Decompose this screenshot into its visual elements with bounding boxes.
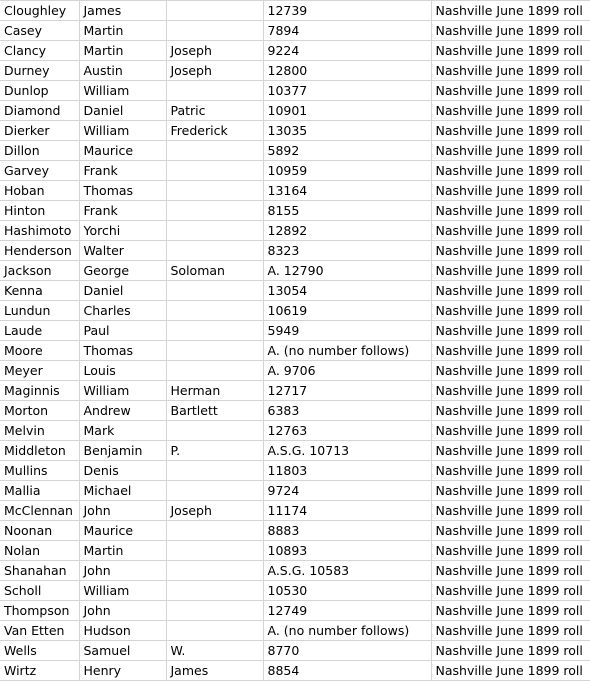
cell-source[interactable]: Nashville June 1899 roll [431, 121, 590, 141]
cell-first-name[interactable]: Maurice [79, 141, 166, 161]
cell-last-name[interactable]: Cloughley [0, 1, 79, 21]
cell-first-name[interactable]: Michael [79, 481, 166, 501]
cell-first-name[interactable]: Daniel [79, 101, 166, 121]
cell-last-name[interactable]: Hinton [0, 201, 79, 221]
cell-first-name[interactable]: John [79, 561, 166, 581]
table-row [0, 201, 590, 221]
cell-source[interactable]: Nashville June 1899 roll [431, 541, 590, 561]
cell-number[interactable]: 8155 [263, 201, 431, 221]
table-row [0, 141, 590, 161]
cell-middle-name[interactable] [166, 21, 263, 41]
cell-last-name[interactable]: Mullins [0, 461, 79, 481]
cell-first-name[interactable]: Martin [79, 541, 166, 561]
table-row [0, 221, 590, 241]
cell-source[interactable]: Nashville June 1899 roll [431, 321, 590, 341]
cell-number[interactable]: 10530 [263, 581, 431, 601]
cell-number[interactable]: 5949 [263, 321, 431, 341]
cell-last-name[interactable]: Melvin [0, 421, 79, 441]
cell-source[interactable]: Nashville June 1899 roll [431, 1, 590, 21]
table-row [0, 621, 590, 641]
cell-middle-name[interactable] [166, 581, 263, 601]
table-row [0, 81, 590, 101]
cell-first-name[interactable]: Austin [79, 61, 166, 81]
cell-middle-name[interactable] [166, 341, 263, 361]
cell-middle-name[interactable] [166, 1, 263, 21]
cell-last-name[interactable]: Noonan [0, 521, 79, 541]
cell-last-name[interactable]: McClennan [0, 501, 79, 521]
cell-number[interactable]: 11174 [263, 501, 431, 521]
cell-source[interactable]: Nashville June 1899 roll [431, 281, 590, 301]
cell-number[interactable]: 10893 [263, 541, 431, 561]
cell-last-name[interactable]: Wirtz [0, 661, 79, 681]
cell-number[interactable]: 8323 [263, 241, 431, 261]
table-row [0, 321, 590, 341]
cell-middle-name[interactable] [166, 201, 263, 221]
cell-source[interactable]: Nashville June 1899 roll [431, 441, 590, 461]
cell-source[interactable]: Nashville June 1899 roll [431, 581, 590, 601]
cell-middle-name[interactable]: W. [166, 641, 263, 661]
cell-last-name[interactable]: Laude [0, 321, 79, 341]
cell-last-name[interactable]: Durney [0, 61, 79, 81]
cell-number[interactable]: 8770 [263, 641, 431, 661]
cell-source[interactable]: Nashville June 1899 roll [431, 481, 590, 501]
cell-first-name[interactable]: Samuel [79, 641, 166, 661]
cell-middle-name[interactable]: James [166, 661, 263, 681]
table-row [0, 101, 590, 121]
cell-last-name[interactable]: Kenna [0, 281, 79, 301]
cell-number[interactable]: 11803 [263, 461, 431, 481]
table-row [0, 481, 590, 501]
cell-source[interactable]: Nashville June 1899 roll [431, 341, 590, 361]
cell-source[interactable]: Nashville June 1899 roll [431, 201, 590, 221]
cell-first-name[interactable]: Martin [79, 41, 166, 61]
cell-first-name[interactable]: Thomas [79, 181, 166, 201]
cell-first-name[interactable]: Benjamin [79, 441, 166, 461]
cell-first-name[interactable]: Denis [79, 461, 166, 481]
cell-last-name[interactable]: Garvey [0, 161, 79, 181]
cell-middle-name[interactable] [166, 561, 263, 581]
cell-source[interactable]: Nashville June 1899 roll [431, 181, 590, 201]
cell-source[interactable]: Nashville June 1899 roll [431, 61, 590, 81]
cell-number[interactable]: A. 9706 [263, 361, 431, 381]
table-row [0, 421, 590, 441]
cell-middle-name[interactable] [166, 181, 263, 201]
table-row [0, 521, 590, 541]
cell-source[interactable]: Nashville June 1899 roll [431, 601, 590, 621]
cell-first-name[interactable]: Henry [79, 661, 166, 681]
cell-first-name[interactable]: Walter [79, 241, 166, 261]
table-row [0, 261, 590, 281]
cell-last-name[interactable]: Dunlop [0, 81, 79, 101]
cell-source[interactable]: Nashville June 1899 roll [431, 301, 590, 321]
cell-first-name[interactable]: Hudson [79, 621, 166, 641]
cell-first-name[interactable]: John [79, 501, 166, 521]
cell-last-name[interactable]: Van Etten [0, 621, 79, 641]
cell-source[interactable]: Nashville June 1899 roll [431, 81, 590, 101]
cell-middle-name[interactable]: P. [166, 441, 263, 461]
cell-last-name[interactable]: Lundun [0, 301, 79, 321]
cell-first-name[interactable]: Maurice [79, 521, 166, 541]
cell-first-name[interactable]: William [79, 381, 166, 401]
cell-middle-name[interactable] [166, 161, 263, 181]
table-row [0, 121, 590, 141]
table-row [0, 641, 590, 661]
cell-middle-name[interactable]: Patric [166, 101, 263, 121]
table-row [0, 21, 590, 41]
cell-source[interactable]: Nashville June 1899 roll [431, 661, 590, 681]
cell-middle-name[interactable] [166, 421, 263, 441]
cell-number[interactable]: 13054 [263, 281, 431, 301]
cell-source[interactable]: Nashville June 1899 roll [431, 221, 590, 241]
cell-number[interactable]: 9224 [263, 41, 431, 61]
cell-number[interactable]: A. (no number follows) [263, 621, 431, 641]
cell-number[interactable]: 9724 [263, 481, 431, 501]
cell-middle-name[interactable] [166, 621, 263, 641]
cell-last-name[interactable]: Diamond [0, 101, 79, 121]
cell-number[interactable]: 12749 [263, 601, 431, 621]
cell-number[interactable]: A. 12790 [263, 261, 431, 281]
cell-source[interactable]: Nashville June 1899 roll [431, 141, 590, 161]
cell-number[interactable]: 10901 [263, 101, 431, 121]
cell-first-name[interactable]: Thomas [79, 341, 166, 361]
cell-last-name[interactable]: Thompson [0, 601, 79, 621]
table-row [0, 41, 590, 61]
table-row [0, 501, 590, 521]
cell-number[interactable]: 13035 [263, 121, 431, 141]
cell-number[interactable]: 8854 [263, 661, 431, 681]
cell-first-name[interactable]: Paul [79, 321, 166, 341]
table-row [0, 461, 590, 481]
cell-first-name[interactable]: William [79, 581, 166, 601]
table-row [0, 661, 590, 681]
cell-source[interactable]: Nashville June 1899 roll [431, 361, 590, 381]
cell-middle-name[interactable] [166, 541, 263, 561]
cell-source[interactable]: Nashville June 1899 roll [431, 561, 590, 581]
table-row [0, 581, 590, 601]
cell-last-name[interactable]: Dillon [0, 141, 79, 161]
cell-first-name[interactable]: Mark [79, 421, 166, 441]
cell-first-name[interactable]: Louis [79, 361, 166, 381]
cell-first-name[interactable]: Yorchi [79, 221, 166, 241]
table-row [0, 281, 590, 301]
cell-last-name[interactable]: Dierker [0, 121, 79, 141]
cell-last-name[interactable]: Hoban [0, 181, 79, 201]
cell-source[interactable]: Nashville June 1899 roll [431, 261, 590, 281]
cell-middle-name[interactable] [166, 281, 263, 301]
cell-source[interactable]: Nashville June 1899 roll [431, 41, 590, 61]
cell-number[interactable]: 12717 [263, 381, 431, 401]
cell-middle-name[interactable] [166, 321, 263, 341]
table-row [0, 181, 590, 201]
cell-first-name[interactable]: Andrew [79, 401, 166, 421]
cell-number[interactable]: 10959 [263, 161, 431, 181]
table-row [0, 61, 590, 81]
cell-number[interactable]: 12739 [263, 1, 431, 21]
cell-last-name[interactable]: Middleton [0, 441, 79, 461]
table-row [0, 1, 590, 21]
cell-middle-name[interactable]: Herman [166, 381, 263, 401]
cell-first-name[interactable]: Martin [79, 21, 166, 41]
table-row [0, 401, 590, 421]
cell-number[interactable]: 12763 [263, 421, 431, 441]
cell-source[interactable]: Nashville June 1899 roll [431, 461, 590, 481]
cell-source[interactable]: Nashville June 1899 roll [431, 521, 590, 541]
table-row [0, 301, 590, 321]
table-row [0, 341, 590, 361]
cell-last-name[interactable]: Hashimoto [0, 221, 79, 241]
cell-middle-name[interactable] [166, 221, 263, 241]
cell-number[interactable]: 6383 [263, 401, 431, 421]
cell-last-name[interactable]: Wells [0, 641, 79, 661]
cell-source[interactable]: Nashville June 1899 roll [431, 641, 590, 661]
cell-last-name[interactable]: Morton [0, 401, 79, 421]
cell-last-name[interactable]: Henderson [0, 241, 79, 261]
cell-last-name[interactable]: Nolan [0, 541, 79, 561]
cell-number[interactable]: 8883 [263, 521, 431, 541]
table-row [0, 541, 590, 561]
cell-middle-name[interactable] [166, 601, 263, 621]
cell-last-name[interactable]: Moore [0, 341, 79, 361]
cell-source[interactable]: Nashville June 1899 roll [431, 161, 590, 181]
table-row [0, 241, 590, 261]
cell-last-name[interactable]: Mallia [0, 481, 79, 501]
cell-source[interactable]: Nashville June 1899 roll [431, 241, 590, 261]
cell-middle-name[interactable]: Joseph [166, 61, 263, 81]
cell-first-name[interactable]: Frank [79, 161, 166, 181]
cell-last-name[interactable]: Meyer [0, 361, 79, 381]
cell-middle-name[interactable]: Joseph [166, 41, 263, 61]
cell-middle-name[interactable] [166, 81, 263, 101]
cell-middle-name[interactable]: Joseph [166, 501, 263, 521]
cell-middle-name[interactable] [166, 521, 263, 541]
cell-source[interactable]: Nashville June 1899 roll [431, 21, 590, 41]
cell-middle-name[interactable]: Bartlett [166, 401, 263, 421]
cell-first-name[interactable]: Frank [79, 201, 166, 221]
cell-middle-name[interactable] [166, 481, 263, 501]
cell-number[interactable]: A.S.G. 10713 [263, 441, 431, 461]
cell-number[interactable]: 10619 [263, 301, 431, 321]
cell-source[interactable]: Nashville June 1899 roll [431, 401, 590, 421]
table-row [0, 361, 590, 381]
cell-first-name[interactable]: Charles [79, 301, 166, 321]
cell-last-name[interactable]: Clancy [0, 41, 79, 61]
cell-number[interactable]: 12800 [263, 61, 431, 81]
cell-last-name[interactable]: Shanahan [0, 561, 79, 581]
cell-middle-name[interactable] [166, 361, 263, 381]
cell-number[interactable]: A. (no number follows) [263, 341, 431, 361]
table-body [0, 1, 590, 681]
table-row [0, 561, 590, 581]
cell-middle-name[interactable] [166, 241, 263, 261]
cell-source[interactable]: Nashville June 1899 roll [431, 101, 590, 121]
cell-number[interactable]: 13164 [263, 181, 431, 201]
cell-first-name[interactable]: James [79, 1, 166, 21]
cell-middle-name[interactable] [166, 301, 263, 321]
cell-source[interactable]: Nashville June 1899 roll [431, 381, 590, 401]
cell-first-name[interactable]: William [79, 121, 166, 141]
cell-last-name[interactable]: Casey [0, 21, 79, 41]
table-row [0, 161, 590, 181]
cell-first-name[interactable]: George [79, 261, 166, 281]
cell-first-name[interactable]: William [79, 81, 166, 101]
cell-number[interactable]: A.S.G. 10583 [263, 561, 431, 581]
cell-first-name[interactable]: Daniel [79, 281, 166, 301]
cell-source[interactable]: Nashville June 1899 roll [431, 501, 590, 521]
cell-middle-name[interactable]: Soloman [166, 261, 263, 281]
table-row [0, 441, 590, 461]
table-row [0, 601, 590, 621]
cell-middle-name[interactable] [166, 141, 263, 161]
cell-number[interactable]: 5892 [263, 141, 431, 161]
cell-last-name[interactable]: Maginnis [0, 381, 79, 401]
cell-first-name[interactable]: John [79, 601, 166, 621]
table-row [0, 381, 590, 401]
cell-middle-name[interactable] [166, 461, 263, 481]
cell-number[interactable]: 7894 [263, 21, 431, 41]
cell-source[interactable]: Nashville June 1899 roll [431, 421, 590, 441]
cell-number[interactable]: 12892 [263, 221, 431, 241]
cell-last-name[interactable]: Scholl [0, 581, 79, 601]
cell-middle-name[interactable]: Frederick [166, 121, 263, 141]
cell-source[interactable]: Nashville June 1899 roll [431, 621, 590, 641]
cell-number[interactable]: 10377 [263, 81, 431, 101]
cell-last-name[interactable]: Jackson [0, 261, 79, 281]
